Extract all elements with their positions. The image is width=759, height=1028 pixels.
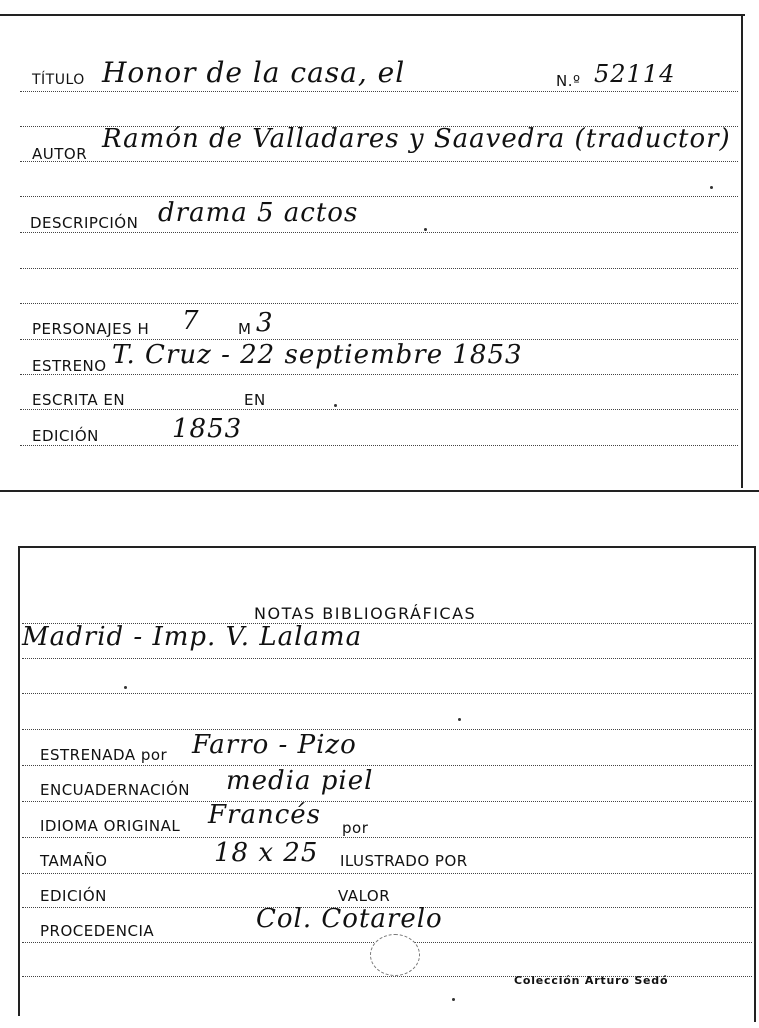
notas-heading: NOTAS BIBLIOGRÁFICAS: [254, 604, 477, 623]
rule-line: [20, 232, 738, 233]
procedencia-value: Col. Cotarelo: [256, 904, 443, 934]
rule-line: [20, 303, 738, 304]
card-bottom-edge: [0, 490, 759, 492]
card-right-edge: [741, 14, 743, 488]
tamano-label: TAMAÑO: [40, 852, 108, 870]
valor-label: VALOR: [338, 887, 391, 905]
card-left-edge: [18, 546, 20, 1016]
rule-line: [22, 873, 752, 874]
rule-line: [22, 801, 752, 802]
rule-line: [20, 409, 738, 410]
ink-speck: [452, 998, 455, 1001]
edicion-label: EDICIÓN: [32, 427, 99, 445]
procedencia-label: PROCEDENCIA: [40, 922, 155, 940]
descripcion-value: drama 5 actos: [158, 198, 359, 228]
ink-speck: [124, 686, 127, 689]
ink-speck: [334, 404, 337, 407]
rule-line: [22, 693, 752, 694]
rule-line: [22, 729, 752, 730]
rule-line: [20, 374, 738, 375]
notas-value: Madrid - Imp. V. Lalama: [22, 622, 363, 652]
coleccion-note: Colección Arturo Sedó: [514, 974, 669, 987]
rule-line: [20, 268, 738, 269]
ink-speck: [710, 186, 713, 189]
catalog-card-front: [0, 0, 759, 495]
card-top-edge: [18, 546, 756, 548]
titulo-value: Honor de la casa, el: [102, 56, 406, 89]
idioma-value: Francés: [208, 800, 322, 830]
estrenada-value: Farro - Pizo: [192, 730, 357, 760]
encuadernacion-value: media piel: [226, 766, 374, 796]
card-right-edge: [754, 546, 756, 1022]
ink-speck: [424, 228, 427, 231]
estrenada-label: ESTRENADA por: [40, 746, 168, 764]
estreno-value: T. Cruz - 22 septiembre 1853: [112, 340, 523, 370]
rule-line: [20, 91, 738, 92]
escrita-en-label: EN: [244, 391, 266, 409]
ilustrado-label: ILUSTRADO POR: [340, 852, 468, 870]
rule-line: [22, 765, 752, 766]
por-label: por: [342, 819, 369, 837]
personajes-m-value: 3: [256, 308, 274, 338]
estreno-label: ESTRENO: [32, 357, 107, 375]
edicion-value: 1853: [172, 414, 243, 444]
rule-line: [22, 658, 752, 659]
autor-value: Ramón de Valladares y Saavedra (traductor): [102, 124, 731, 154]
tamano-value: 18 x 25: [214, 838, 319, 868]
rule-line: [20, 196, 738, 197]
ink-speck: [458, 718, 461, 721]
rule-line: [22, 837, 752, 838]
encuadernacion-label: ENCUADERNACIÓN: [40, 781, 191, 799]
autor-label: AUTOR: [32, 145, 88, 163]
descripcion-label: DESCRIPCIÓN: [30, 214, 139, 232]
rule-line: [20, 161, 738, 162]
numero-label: N.º: [556, 72, 581, 90]
numero-value: 52114: [594, 60, 676, 88]
titulo-label: TÍTULO: [32, 72, 85, 88]
rule-line: [20, 445, 738, 446]
personajes-h-value: 7: [182, 306, 200, 336]
escrita-label: ESCRITA EN: [32, 391, 126, 409]
idioma-label: IDIOMA ORIGINAL: [40, 817, 181, 835]
card-top-edge: [0, 14, 745, 16]
catalog-card-back: [0, 540, 759, 1028]
personajes-m-label: M: [238, 320, 252, 338]
personajes-label: PERSONAJES H: [32, 320, 150, 338]
edicion-label: EDICIÓN: [40, 887, 107, 905]
paper-stain: [370, 934, 420, 976]
